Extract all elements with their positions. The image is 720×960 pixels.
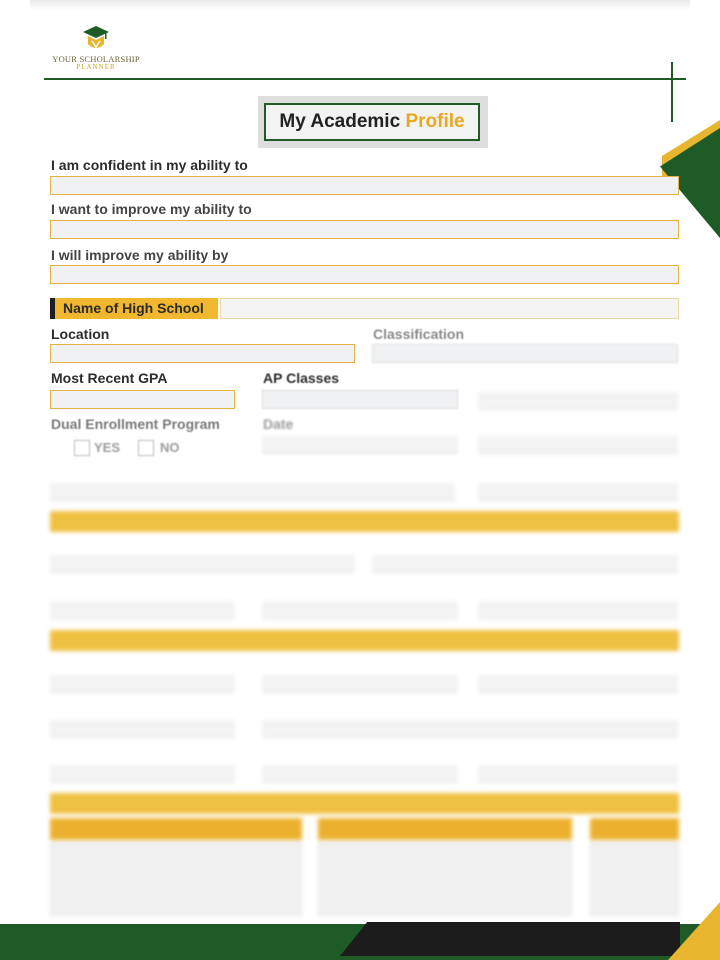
blurred-field[interactable] [478,765,678,783]
confident-label: I am confident in my ability to [51,157,248,173]
blurred-field[interactable] [478,601,678,619]
title-backdrop [258,96,488,148]
blurred-field[interactable] [372,555,678,573]
table-header-cell [318,818,572,840]
blurred-field[interactable] [262,765,458,783]
improve-label: I want to improve my ability to [51,201,252,217]
improve-field[interactable] [50,220,679,239]
blurred-field[interactable] [50,483,455,501]
improve-by-field[interactable] [50,265,679,284]
table-header-cell [50,818,302,840]
table-cell[interactable] [318,842,572,916]
blurred-field[interactable] [50,765,235,783]
high-school-section [50,298,679,319]
gpa-label: Most Recent GPA [51,370,168,386]
ap-classes-label: AP Classes [263,370,340,386]
table-header-cell [590,818,679,840]
graduation-cap-icon [81,24,111,54]
blurred-field[interactable] [50,555,355,573]
footer-dark-band [340,922,680,956]
yes-checkbox[interactable] [74,440,90,456]
blurred-section-bar [50,511,679,532]
second-score-field[interactable] [478,436,678,454]
blurred-field[interactable] [262,720,678,738]
test-score-field[interactable] [478,392,678,410]
gpa-field[interactable] [50,390,235,409]
dual-enrollment-label: Dual Enrollment Program [51,416,220,432]
ap-classes-field[interactable] [262,390,458,409]
classification-field[interactable] [372,344,678,363]
top-shadow [30,0,690,10]
logo [48,24,144,71]
blurred-table [50,818,679,918]
header-vertical-rule [671,62,673,122]
blurred-field[interactable] [50,720,235,738]
confident-field[interactable] [50,176,679,195]
classification-label: Classification [373,326,465,342]
blurred-field[interactable] [50,601,235,619]
blurred-field[interactable] [50,675,235,693]
improve-by-label: I will improve my ability by [51,247,229,263]
logo-text: YOUR SCHOLARSHIP [52,54,140,64]
table-cell[interactable] [590,842,679,916]
page-title-main: My Academic [279,111,406,132]
blurred-field[interactable] [262,601,458,619]
blurred-section-bar [50,793,679,814]
header-rule [44,78,686,80]
page-title-accent: Profile [405,111,465,132]
no-checkbox[interactable] [138,440,154,456]
blurred-field[interactable] [478,483,678,501]
blurred-field[interactable] [262,675,458,693]
page-title [264,103,480,141]
table-cell[interactable] [50,842,302,916]
location-field[interactable] [50,344,355,363]
blurred-section-bar [50,630,679,651]
high-school-name-field[interactable] [220,298,679,319]
no-label: NO [160,440,180,455]
high-school-label: Name of High School [55,298,218,319]
date-label: Date [263,416,294,432]
blurred-field[interactable] [478,675,678,693]
location-label: Location [51,326,110,342]
date-field[interactable] [262,436,458,454]
yes-label: YES [94,440,121,455]
logo-subtext: PLANNER [76,63,116,71]
